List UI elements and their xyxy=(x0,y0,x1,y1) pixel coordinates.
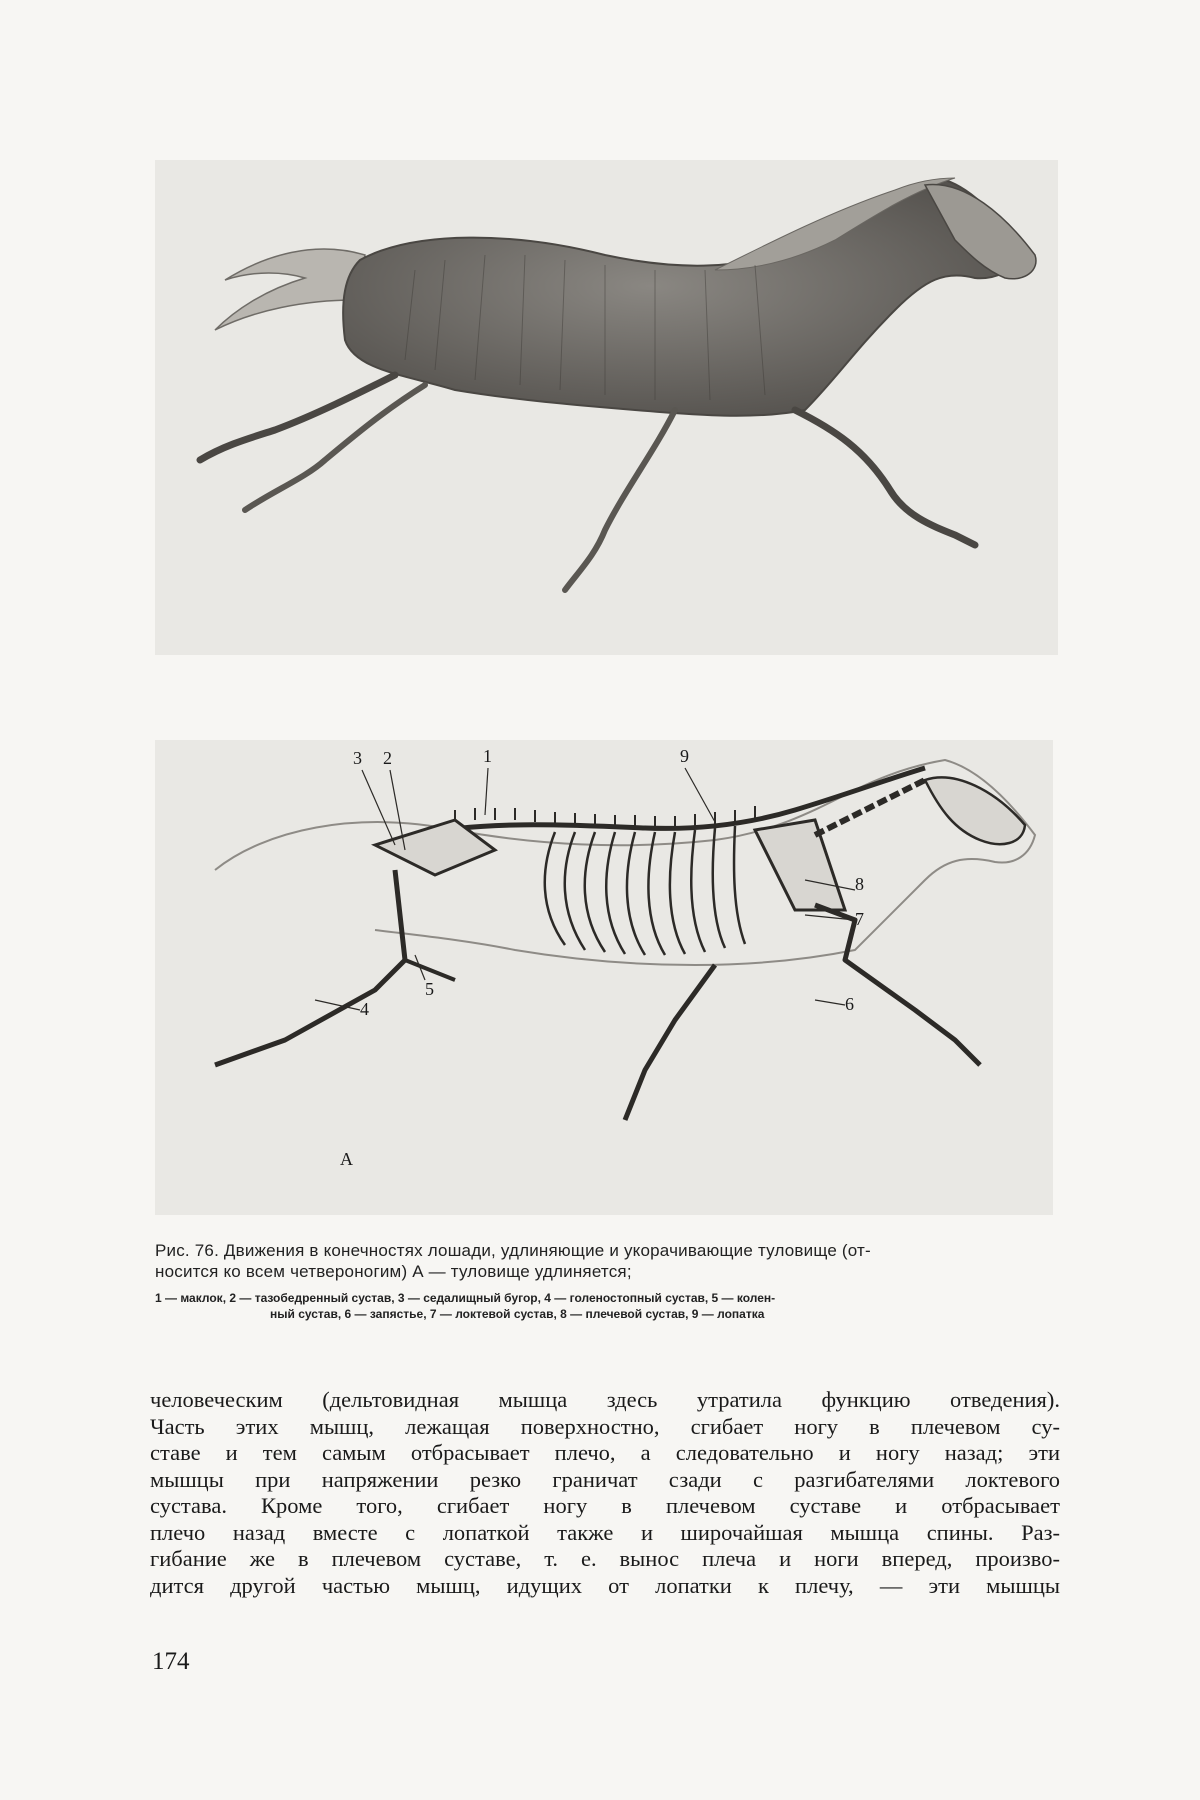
front-leg-bones-2 xyxy=(625,965,715,1120)
horse-skeleton-illustration xyxy=(155,740,1053,1215)
horse-hind-leg-1 xyxy=(200,375,395,460)
label-6: 6 xyxy=(845,994,854,1014)
figure-caption xyxy=(155,1240,1060,1282)
horse-outline xyxy=(215,760,1035,965)
horse-front-leg-1 xyxy=(795,410,975,545)
label-5: 5 xyxy=(425,979,434,999)
body-line: дится другой частью мышц, идущих от лопатки к плечу, — эти мышцы xyxy=(150,1572,1060,1598)
figure-legend xyxy=(155,1290,1060,1322)
skull xyxy=(925,777,1025,844)
body-line: сустава. Кроме того, сгибает ногу в плечевом суставе и отбрасывает xyxy=(150,1493,1060,1518)
label-7: 7 xyxy=(855,909,864,929)
body-line: человеческим (дельтовидная мышца здесь утратила функцию отведения). xyxy=(150,1387,1060,1412)
body-line: ставе и тем самым отбрасывает плечо, а следовательно и ногу назад; эти xyxy=(150,1440,1060,1465)
skeleton-labels xyxy=(340,746,864,1169)
horse-body xyxy=(343,180,1025,416)
body-line: гибание же в плечевом суставе, т. е. вынос плеча и ноги вперед, произво- xyxy=(150,1546,1060,1571)
figure-horse-skeleton xyxy=(155,740,1053,1215)
label-1: 1 xyxy=(483,746,492,766)
page-number: 174 xyxy=(152,1648,190,1675)
legend-line-1: 1 — маклок, 2 — тазобедренный сустав, 3 — седалищный бугор, 4 — голеностопный сустав, 5 — колен- xyxy=(155,1291,776,1305)
front-leg-bones xyxy=(815,905,980,1065)
horse-muscles-illustration xyxy=(155,160,1058,655)
figure-horse-muscles xyxy=(155,160,1058,655)
label-a: А xyxy=(340,1149,353,1169)
label-3: 3 xyxy=(353,748,362,768)
caption-line-2: носится ко всем четвероногим) А — туловище удлиняется; xyxy=(155,1262,632,1281)
body-paragraph xyxy=(150,1387,1060,1599)
spine xyxy=(415,768,925,835)
body-line: Часть этих мышц, лежащая поверхностно, сгибает ногу в плечевом су- xyxy=(150,1413,1060,1439)
legend-line-2: ный сустав, 6 — запястье, 7 — локтевой сустав, 8 — плечевой сустав, 9 — лопатка xyxy=(270,1307,765,1321)
caption-line-1: Рис. 76. Движения в конечностях лошади, удлиняющие и укорачивающие туловище (от- xyxy=(155,1241,871,1260)
label-2: 2 xyxy=(383,748,392,768)
label-8: 8 xyxy=(855,874,864,894)
hind-leg-bones xyxy=(215,870,405,1065)
knee-bone xyxy=(405,960,455,980)
body-line: мышцы при напряжении резко граничат сзади с разгибателями локтевого xyxy=(150,1466,1060,1492)
body-line: плечо назад вместе с лопаткой также и широчайшая мышца спины. Раз- xyxy=(150,1519,1060,1545)
label-4: 4 xyxy=(360,999,369,1019)
label-9: 9 xyxy=(680,746,689,766)
horse-front-leg-2 xyxy=(565,410,675,590)
scapula-bone xyxy=(755,820,845,910)
